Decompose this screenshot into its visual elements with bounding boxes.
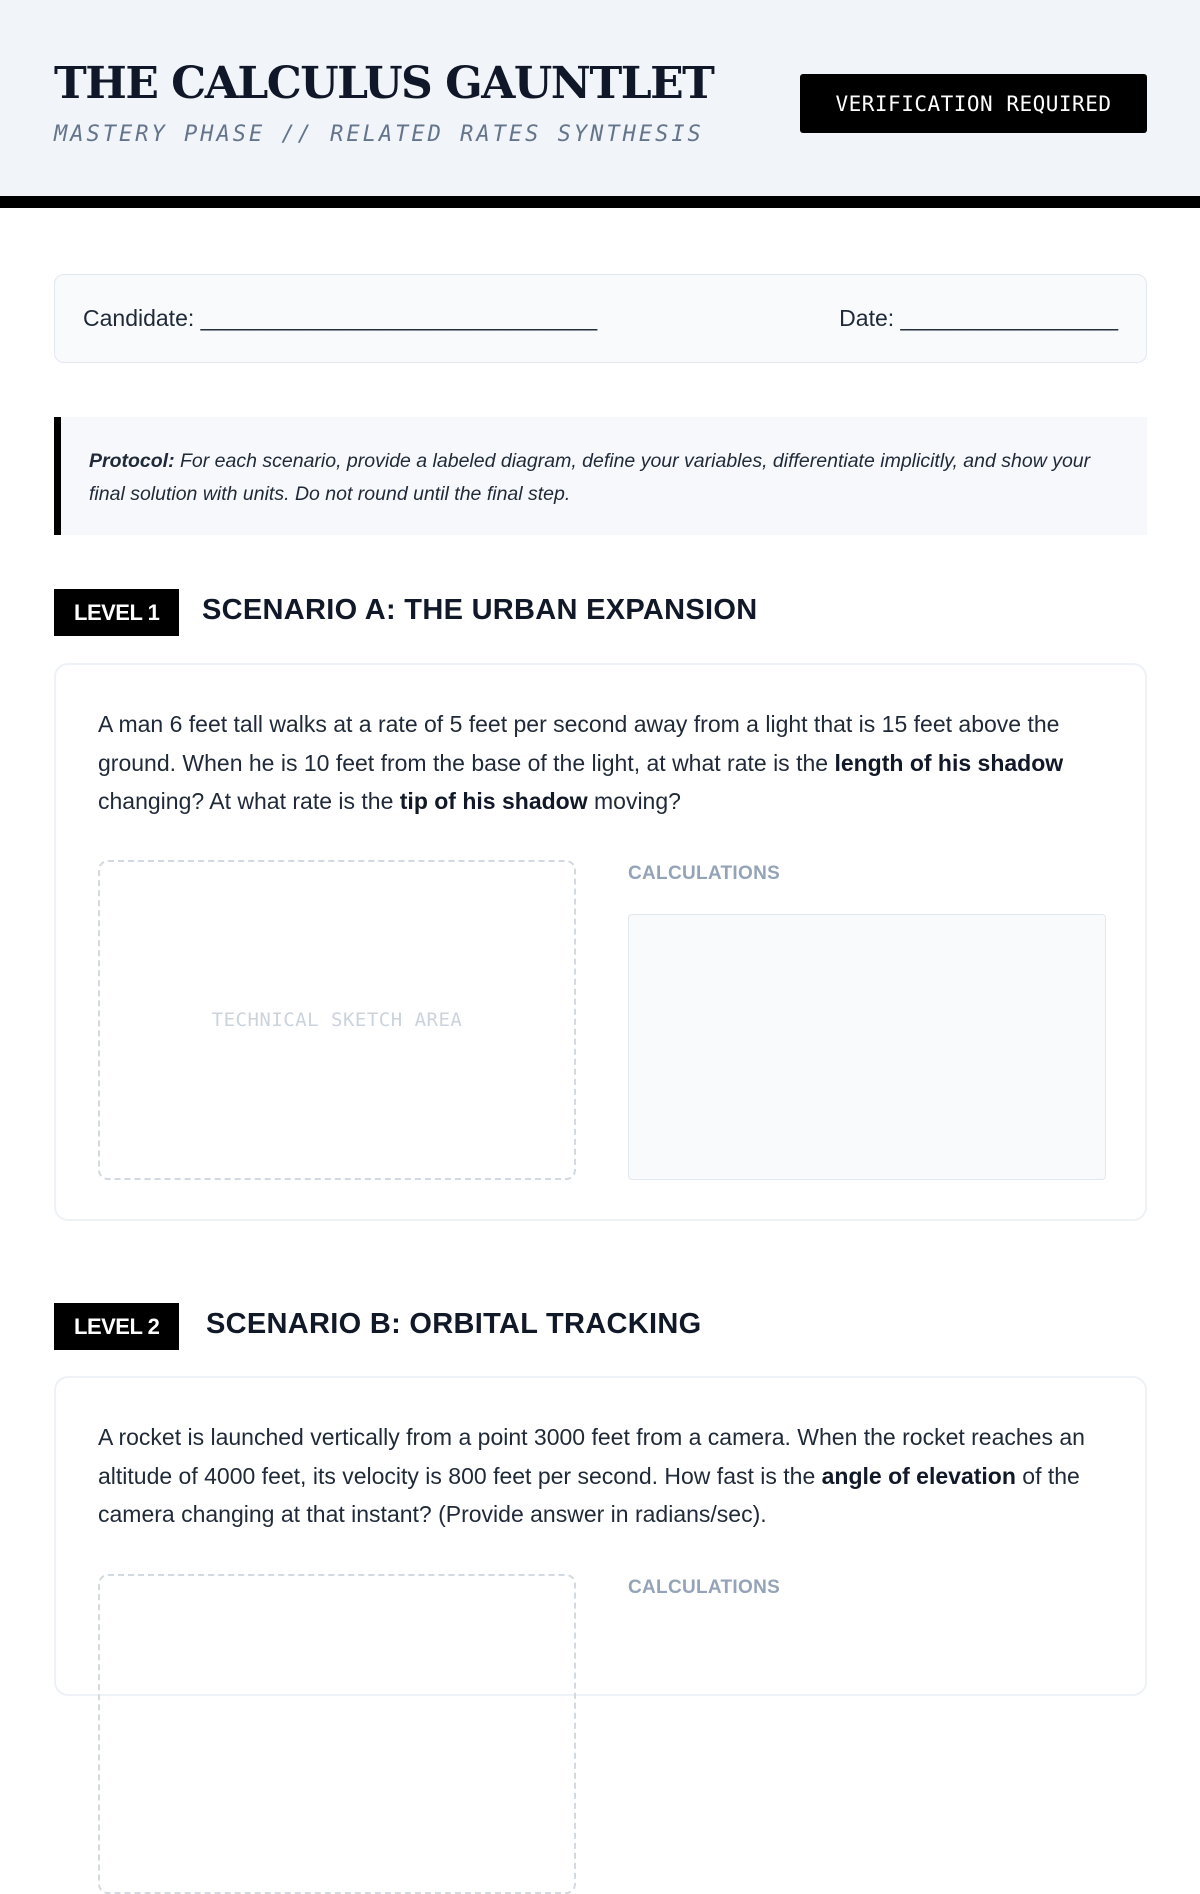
- scenario-card: [54, 1376, 1147, 1696]
- problem-text: A rocket is launched vertically from a point 3000 feet from a camera. When the rocket reaches an altitude of 4000 feet, its velocity is 800 feet per second. How fast is the: [98, 1424, 1085, 1489]
- protocol-text: For each scenario, provide a labeled diagram, define your variables, differentiate implicitly, and show your final solution with units. Do not round until the final step.: [89, 450, 1091, 505]
- protocol-label: Protocol:: [89, 450, 175, 472]
- calculations-label: CALCULATIONS: [628, 863, 781, 884]
- calculations-label: CALCULATIONS: [628, 1577, 781, 1598]
- sketch-area[interactable]: [98, 1574, 576, 1894]
- page-title: THE CALCULUS GAUNTLET: [54, 58, 714, 109]
- date-field: Date: _________________: [839, 305, 1118, 331]
- problem-text: A man 6 feet tall walks at a rate of 5 feet per second away from a light that is 15 feet above the ground. When he is 10 feet from the base of the light, at what rate is the: [98, 711, 1060, 776]
- scenario-title: SCENARIO A: THE URBAN EXPANSION: [202, 594, 758, 626]
- emphasized-term: length of his shadow: [834, 749, 1064, 776]
- level-badge: LEVEL 1: [54, 589, 179, 636]
- candidate-info-box: [54, 274, 1147, 363]
- scenario-card: [54, 663, 1147, 1221]
- emphasized-term: tip of his shadow: [399, 788, 588, 814]
- sketch-area[interactable]: TECHNICAL SKETCH AREA: [98, 860, 576, 1180]
- problem-statement: [98, 705, 1108, 821]
- level-badge: LEVEL 2: [54, 1303, 179, 1350]
- problem-text: of the camera changing at that instant? (Provide answer in radians/sec).: [98, 1462, 1080, 1527]
- protocol-note: [54, 417, 1147, 535]
- page-header: [0, 0, 1200, 208]
- calculations-area[interactable]: [628, 914, 1106, 1180]
- page-subtitle: MASTERY PHASE // RELATED RATES SYNTHESIS: [54, 122, 704, 147]
- verification-badge: VERIFICATION REQUIRED: [800, 74, 1147, 133]
- emphasized-term: angle of elevation: [821, 1462, 1016, 1489]
- problem-text: moving?: [587, 788, 681, 814]
- scenario-title: SCENARIO B: ORBITAL TRACKING: [206, 1308, 702, 1340]
- problem-text: changing? At what rate is the: [98, 788, 400, 814]
- candidate-field: Candidate: _______________________________: [83, 305, 598, 331]
- problem-statement: [98, 1418, 1108, 1534]
